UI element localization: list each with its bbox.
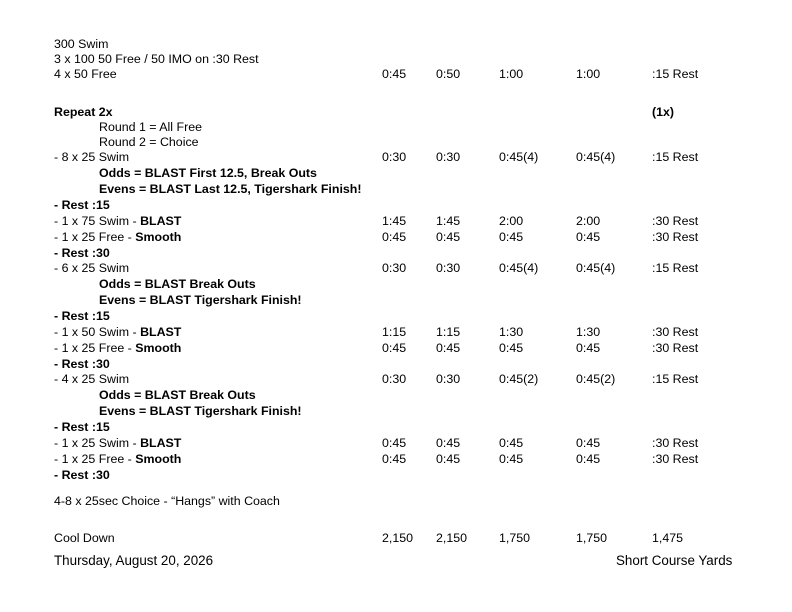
interval-cell: :15 Rest: [652, 261, 699, 275]
row-label-text: - 4 x 25 Swim: [54, 372, 130, 386]
workout-row: [0, 356, 792, 372]
interval-cell: 2:00: [576, 214, 601, 228]
row-label: [99, 181, 361, 197]
row-label-text: 4-8 x 25sec Choice - “Hangs” with Coach: [54, 494, 280, 508]
interval-cell: 1:30: [576, 325, 601, 339]
workout-row: [0, 104, 792, 120]
interval-cell: 1:45: [382, 214, 407, 228]
row-label-text: - Rest :15: [54, 420, 110, 434]
row-label-text: Evens = BLAST Tigershark Finish!: [99, 404, 302, 418]
row-label-text: - 1 x 25 Swim -: [54, 436, 141, 450]
workout-row: [0, 260, 792, 276]
row-label-emphasis: BLAST: [140, 214, 182, 228]
workout-row: [0, 181, 792, 197]
interval-cell: 0:45: [499, 230, 524, 244]
row-label: [54, 451, 181, 467]
workout-row: [0, 419, 792, 435]
interval-cell: 0:45: [499, 341, 524, 355]
workout-row: [0, 134, 792, 150]
row-label: [99, 134, 199, 150]
row-label-text: - 1 x 25 Free -: [54, 452, 136, 466]
row-label: [54, 66, 117, 82]
workout-row: [0, 213, 792, 229]
workout-row: [0, 197, 792, 213]
row-label: [99, 165, 317, 181]
workout-row: [0, 340, 792, 356]
interval-cell: 1:15: [382, 325, 407, 339]
workout-row: [0, 467, 792, 483]
interval-cell: :30 Rest: [652, 230, 699, 244]
row-label-text: - Rest :15: [54, 198, 110, 212]
row-label: [54, 213, 181, 229]
row-label-text: 4 x 50 Free: [54, 67, 117, 81]
row-label-text: Cool Down: [54, 531, 115, 545]
row-label-text: - Rest :30: [54, 468, 110, 482]
row-label: [54, 419, 110, 435]
interval-cell: :30 Rest: [652, 214, 699, 228]
interval-cell: 1,475: [652, 531, 684, 545]
row-label-emphasis: Smooth: [135, 341, 182, 355]
workout-row: [0, 51, 792, 67]
row-label-text: - Rest :30: [54, 246, 110, 260]
workout-row: [0, 66, 792, 82]
interval-cell: 2,150: [436, 531, 468, 545]
row-label-emphasis: Smooth: [135, 452, 182, 466]
interval-cell: :15 Rest: [652, 67, 699, 81]
interval-cell: :30 Rest: [652, 436, 699, 450]
interval-cell: 0:30: [382, 261, 407, 275]
row-label: [54, 308, 110, 324]
row-label: [99, 403, 302, 419]
row-label-emphasis: Smooth: [135, 230, 182, 244]
interval-cell: 0:45(2): [499, 372, 539, 386]
row-label-text: - 1 x 25 Free -: [54, 230, 136, 244]
interval-cell: :30 Rest: [652, 452, 699, 466]
row-label: [99, 387, 256, 403]
row-label-text: - Rest :15: [54, 309, 110, 323]
row-label-text: - Rest :30: [54, 357, 110, 371]
interval-cell: 1:00: [576, 67, 601, 81]
interval-cell: :15 Rest: [652, 372, 699, 386]
interval-cell: 0:30: [436, 261, 461, 275]
row-label: [54, 104, 113, 120]
workout-row: [0, 229, 792, 245]
interval-cell: 0:45: [382, 230, 407, 244]
row-label: [54, 467, 110, 483]
row-label: [54, 435, 181, 451]
row-label-text: Evens = BLAST Tigershark Finish!: [99, 293, 302, 307]
row-label: [54, 36, 108, 52]
interval-cell: 0:45(4): [499, 261, 539, 275]
interval-cell: 0:45: [499, 436, 524, 450]
interval-cell: 1,750: [499, 531, 531, 545]
interval-cell: 0:45: [436, 452, 461, 466]
workout-row: [0, 36, 792, 52]
row-label-text: 3 x 100 50 Free / 50 IMO on :30 Rest: [54, 52, 259, 66]
interval-cell: 0:45: [382, 67, 407, 81]
interval-cell: 1,750: [576, 531, 608, 545]
interval-cell: 1:15: [436, 325, 461, 339]
row-label-text: - 8 x 25 Swim: [54, 150, 130, 164]
row-label-text: Odds = BLAST Break Outs: [99, 277, 256, 291]
row-label: [99, 276, 256, 292]
row-label: [54, 245, 110, 261]
workout-row: [0, 493, 792, 509]
interval-cell: 0:45: [382, 452, 407, 466]
row-label-text: - 1 x 50 Swim -: [54, 325, 141, 339]
workout-row: [0, 371, 792, 387]
row-label-text: - 6 x 25 Swim: [54, 261, 130, 275]
interval-cell: :30 Rest: [652, 325, 699, 339]
interval-cell: 1:30: [499, 325, 524, 339]
row-label: [54, 371, 129, 387]
interval-cell: 0:30: [382, 372, 407, 386]
interval-cell: :30 Rest: [652, 341, 699, 355]
row-label-text: Odds = BLAST First 12.5, Break Outs: [99, 166, 317, 180]
row-label-emphasis: BLAST: [140, 325, 182, 339]
workout-row: [0, 530, 792, 546]
row-label: [99, 292, 302, 308]
workout-row: [0, 435, 792, 451]
course-type: Short Course Yards: [616, 553, 733, 568]
row-label-text: - 1 x 25 Free -: [54, 341, 136, 355]
workout-row: [0, 451, 792, 467]
row-label: [54, 149, 129, 165]
workout-row: [0, 149, 792, 165]
workout-row: [0, 245, 792, 261]
interval-cell: 0:45: [499, 452, 524, 466]
workout-row: [0, 403, 792, 419]
row-label: [54, 530, 115, 546]
interval-cell: (1x): [652, 105, 675, 119]
interval-cell: 0:45(4): [576, 150, 616, 164]
workout-row: [0, 324, 792, 340]
row-label-emphasis: BLAST: [140, 436, 182, 450]
row-label-text: 300 Swim: [54, 37, 109, 51]
interval-cell: 1:00: [499, 67, 524, 81]
interval-cell: 1:45: [436, 214, 461, 228]
workout-row: [0, 292, 792, 308]
row-label: [54, 197, 110, 213]
row-label-text: Round 1 = All Free: [99, 120, 202, 134]
row-label: [54, 229, 181, 245]
interval-cell: 2:00: [499, 214, 524, 228]
row-label-text: - 1 x 75 Swim -: [54, 214, 141, 228]
interval-cell: 0:45: [576, 341, 601, 355]
interval-cell: 0:45(4): [576, 261, 616, 275]
interval-cell: 0:50: [436, 67, 461, 81]
row-label: [54, 493, 280, 509]
row-label-text: Repeat 2x: [54, 105, 113, 119]
row-label: [54, 324, 181, 340]
row-label: [54, 356, 110, 372]
interval-cell: 0:30: [436, 150, 461, 164]
row-label: [54, 260, 129, 276]
interval-cell: 2,150: [382, 531, 414, 545]
interval-cell: 0:45: [436, 436, 461, 450]
workout-row: [0, 165, 792, 181]
row-label: [54, 340, 181, 356]
workout-date: Thursday, August 20, 2026: [54, 553, 214, 568]
row-label: [54, 51, 259, 67]
interval-cell: 0:45: [436, 230, 461, 244]
interval-cell: 0:45: [436, 341, 461, 355]
interval-cell: 0:30: [436, 372, 461, 386]
interval-cell: 0:45: [576, 230, 601, 244]
interval-cell: :15 Rest: [652, 150, 699, 164]
workout-row: [0, 276, 792, 292]
workout-row: [0, 308, 792, 324]
interval-cell: 0:45: [576, 436, 601, 450]
workout-row: [0, 387, 792, 403]
row-label-text: Odds = BLAST Break Outs: [99, 388, 256, 402]
row-label: [99, 119, 202, 135]
interval-cell: 0:45(2): [576, 372, 616, 386]
interval-cell: 0:45: [382, 341, 407, 355]
interval-cell: 0:45: [576, 452, 601, 466]
interval-cell: 0:45: [382, 436, 407, 450]
row-label-text: Evens = BLAST Last 12.5, Tigershark Finish!: [99, 182, 362, 196]
row-label-text: Round 2 = Choice: [99, 135, 199, 149]
workout-row: [0, 119, 792, 135]
interval-cell: 0:30: [382, 150, 407, 164]
interval-cell: 0:45(4): [499, 150, 539, 164]
